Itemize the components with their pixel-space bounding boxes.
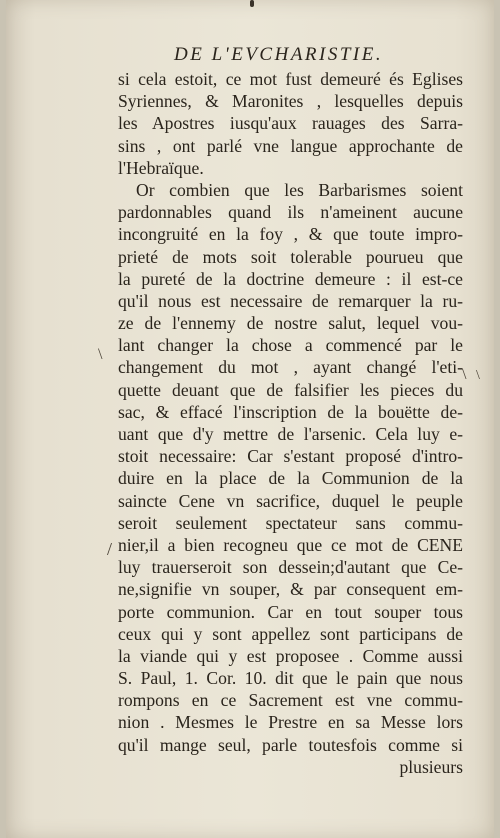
text-line: saincte Cene vn sacrifice, duquel le peuple	[118, 490, 463, 511]
text-line: ze de l'ennemy de nostre salut, lequel vou-	[118, 313, 463, 334]
text-line: quette deuant que de falsifier les pieces du	[118, 379, 463, 400]
margin-mark: \	[462, 366, 467, 383]
text-line: si cela estoit, ce mot fust demeuré és Eglises	[118, 69, 463, 89]
text-line: luy trauerseroit son dessein;d'autant que Ce-	[118, 557, 463, 578]
body-text	[118, 68, 463, 778]
text-line: S. Paul, 1. Cor. 10. dit que le pain que nous	[118, 668, 463, 689]
text-line: qu'il nous est necessaire de remarquer la ru-	[118, 290, 463, 311]
text-line: seroit seulement spectateur sans commu-	[118, 512, 463, 533]
text-line: la viande qui y est proposee . Comme aussi	[118, 645, 463, 666]
text-line: pardonnables quand ils n'ameinent aucune	[118, 202, 463, 223]
text-line: porte communion. Car en tout souper tous	[118, 601, 463, 622]
text-line: Syriennes, & Maronites , lesquelles depuis	[118, 91, 463, 112]
text-line: stoit necessaire: Car s'estant proposé d'intro-	[118, 446, 463, 467]
text-line: nion . Mesmes le Prestre en sa Messe lors	[118, 712, 463, 733]
text-line: la pureté de la doctrine demeure : il est-ce	[118, 268, 463, 289]
margin-mark: \	[98, 346, 103, 363]
text-line: Or combien que les Barbarismes soient	[136, 179, 463, 200]
text-line: lant changer la chose a commencé par le	[118, 335, 463, 356]
text-line: rompons en ce Sacrement est vne commu-	[118, 690, 463, 711]
text-line: ne,signifie vn souper, & par consequent em-	[118, 579, 463, 600]
margin-mark: /	[107, 539, 113, 559]
text-line: duire en la place de la Communion de la	[118, 468, 463, 489]
text-line: nier,il a bien recogneu que ce mot de CENE	[118, 534, 463, 555]
text-line: prieté de mots soit tolerable pourueu que	[118, 246, 463, 267]
text-line: incongruité en la foy , & que toute impro-	[118, 224, 463, 245]
text-line: uant que d'y mettre de l'arsenic. Cela luy e-	[118, 424, 463, 444]
book-page	[6, 0, 494, 838]
ink-blot	[250, 0, 254, 7]
text-line: qu'il mange seul, parle toutesfois comme si	[118, 734, 463, 755]
catchword: plusieurs	[399, 756, 463, 777]
text-line: sins , ont parlé vne langue approchante de	[118, 135, 463, 156]
text-line: l'Hebraïque.	[118, 157, 204, 178]
text-line: ceux qui y sont appellez sont participans de	[118, 623, 463, 644]
margin-mark: \	[476, 368, 480, 383]
text-line: sac, & effacé l'inscription de la bouëtte de-	[118, 401, 463, 422]
running-head: DE L'EVCHARISTIE.	[174, 44, 384, 65]
text-line: les Apostres iusqu'aux rauages des Sarra-	[118, 113, 463, 134]
text-line: changement du mot , ayant changé l'eti-	[118, 357, 463, 378]
